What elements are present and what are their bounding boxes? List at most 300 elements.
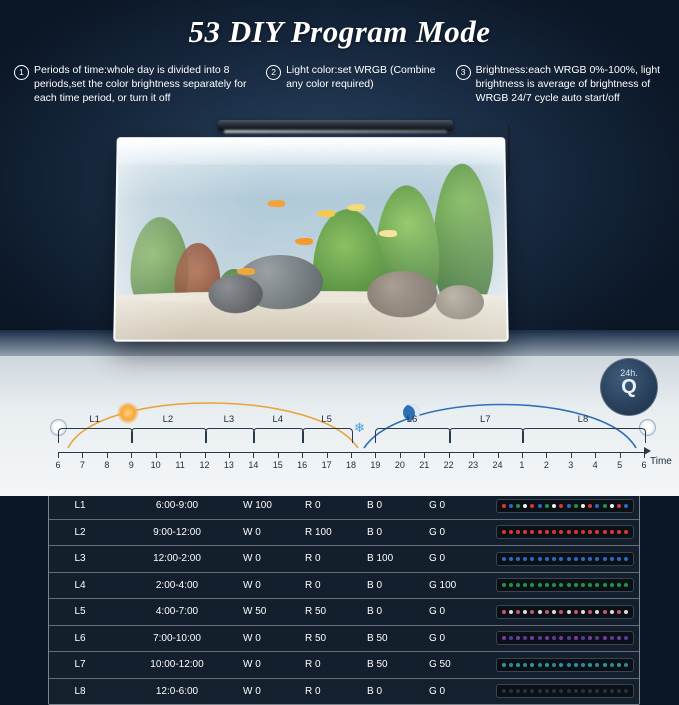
- led-dot: [509, 689, 513, 693]
- cell-white: W 0: [243, 632, 261, 644]
- cell-period: L1: [74, 500, 86, 512]
- cell-time: 7:00-10:00: [153, 632, 201, 644]
- note-2: [266, 64, 450, 106]
- cell-period: L3: [74, 553, 86, 565]
- led-dot: [603, 663, 607, 667]
- hour-tick: [449, 452, 450, 458]
- led-bar-preview: [496, 658, 634, 672]
- led-dot: [595, 636, 599, 640]
- table-row: [49, 493, 639, 520]
- hour-label: 20: [394, 460, 405, 470]
- cell-white: W 0: [243, 685, 261, 697]
- cell-time: 12:0-6:00: [155, 685, 199, 697]
- led-dot: [502, 610, 506, 614]
- cell-blue: B 50: [367, 659, 388, 671]
- led-dot: [581, 636, 585, 640]
- snowflake-icon: ❄: [354, 420, 365, 435]
- led-dot: [516, 610, 520, 614]
- led-dot: [502, 583, 506, 587]
- led-dot: [516, 583, 520, 587]
- cell-white: W 0: [243, 659, 261, 671]
- led-dot: [509, 583, 513, 587]
- hour-label: 6: [55, 460, 61, 470]
- led-dot: [538, 504, 542, 508]
- cell-green: G 0: [429, 553, 446, 565]
- period-bracket-label: L3: [223, 414, 235, 425]
- led-dot: [624, 636, 628, 640]
- led-dot: [617, 689, 621, 693]
- led-dot: [595, 504, 599, 508]
- led-dot: [581, 530, 585, 534]
- table-row: [49, 599, 639, 626]
- period-bracket-label: L1: [89, 414, 100, 425]
- hour-label: 13: [223, 460, 234, 470]
- hour-tick: [644, 452, 645, 458]
- led-dot: [574, 583, 578, 587]
- cell-blue: B 0: [367, 526, 383, 538]
- led-dot: [617, 663, 621, 667]
- led-dot: [552, 610, 556, 614]
- led-light-bar: [218, 120, 453, 131]
- led-dot: [624, 610, 628, 614]
- led-dot: [530, 689, 534, 693]
- cell-time: 2:00-4:00: [155, 579, 199, 591]
- table-row: [49, 652, 639, 679]
- led-dot: [502, 557, 506, 561]
- hour-label: 17: [321, 460, 332, 470]
- led-dot: [545, 636, 549, 640]
- led-dot: [538, 557, 542, 561]
- badge-glyph: Q: [621, 375, 637, 398]
- badge-top-label: 24h.: [620, 368, 638, 378]
- fish: [379, 230, 397, 237]
- hour-tick: [375, 452, 376, 458]
- time-axis-label: Time: [650, 456, 672, 467]
- led-dot: [523, 636, 527, 640]
- led-dot: [538, 689, 542, 693]
- hour-label: 10: [150, 460, 161, 470]
- cell-white: W 0: [243, 526, 261, 538]
- cell-period: L4: [74, 579, 86, 591]
- led-bar-preview: [496, 578, 634, 592]
- led-dot: [530, 530, 534, 534]
- led-dot: [610, 557, 614, 561]
- cell-blue: B 50: [367, 632, 388, 644]
- led-dot: [574, 610, 578, 614]
- led-dot: [545, 663, 549, 667]
- led-dot: [538, 610, 542, 614]
- led-dot: [581, 610, 585, 614]
- led-dot: [588, 663, 592, 667]
- cell-period: L2: [74, 526, 86, 538]
- note-2-number: 2: [266, 65, 281, 80]
- hour-label: 6: [641, 460, 647, 470]
- hour-label: 5: [617, 460, 623, 470]
- led-dot: [574, 557, 578, 561]
- led-dot: [509, 530, 513, 534]
- hour-label: 7: [79, 460, 85, 470]
- led-dot: [552, 530, 556, 534]
- led-dot: [617, 636, 621, 640]
- led-dot: [509, 663, 513, 667]
- cell-led-preview: [491, 631, 639, 645]
- hour-label: 16: [297, 460, 308, 470]
- hour-tick: [302, 452, 303, 458]
- led-dot: [581, 663, 585, 667]
- led-dot: [545, 610, 549, 614]
- period-bracket-label: L2: [162, 414, 174, 425]
- led-dot: [509, 610, 513, 614]
- cell-green: G 50: [429, 659, 451, 671]
- note-3-text: Brightness:each WRGB 0%-100%, light brightness is average of brightness of WRGB 24/7 cycle auto start/off: [475, 64, 661, 104]
- cell-red: R 0: [305, 579, 321, 591]
- hour-tick: [131, 452, 132, 458]
- hour-tick: [107, 452, 108, 458]
- led-dot: [523, 610, 527, 614]
- led-dot: [552, 689, 556, 693]
- note-2-text: Light color:set WRGB (Combine any color required): [286, 64, 436, 90]
- hour-label: 15: [272, 460, 283, 470]
- led-dot: [588, 557, 592, 561]
- led-dot: [559, 530, 563, 534]
- cell-green: G 0: [429, 500, 446, 512]
- hour-tick: [253, 452, 254, 458]
- led-dot: [502, 530, 506, 534]
- cell-green: G 100: [429, 579, 457, 591]
- hour-tick: [620, 452, 621, 458]
- led-dot: [523, 689, 527, 693]
- led-dot: [545, 583, 549, 587]
- cell-period: L7: [74, 659, 86, 671]
- hour-tick: [82, 452, 83, 458]
- period-bracket: [375, 428, 450, 443]
- table-row: [49, 679, 639, 705]
- led-dot: [581, 583, 585, 587]
- hour-tick: [229, 452, 230, 458]
- led-dot: [559, 557, 563, 561]
- hour-tick: [424, 452, 425, 458]
- cell-green: G 0: [429, 606, 446, 618]
- led-dot: [567, 663, 571, 667]
- cell-red: R 0: [305, 553, 321, 565]
- led-dot: [588, 530, 592, 534]
- hour-label: 12: [199, 460, 210, 470]
- led-dot: [595, 689, 599, 693]
- led-bar-preview: [496, 525, 634, 539]
- period-bracket-label: L4: [272, 414, 284, 425]
- cell-led-preview: [491, 658, 639, 672]
- led-dot: [595, 663, 599, 667]
- hour-label: 24: [492, 460, 503, 470]
- hour-tick: [546, 452, 547, 458]
- hour-tick: [278, 452, 279, 458]
- led-dot: [603, 557, 607, 561]
- led-dot: [538, 636, 542, 640]
- led-dot: [567, 557, 571, 561]
- led-dot: [610, 610, 614, 614]
- hour-tick: [180, 452, 181, 458]
- led-dot: [617, 557, 621, 561]
- led-dot: [617, 610, 621, 614]
- cell-period: L6: [74, 632, 86, 644]
- led-dot: [624, 504, 628, 508]
- hour-label: 22: [443, 460, 454, 470]
- cell-red: R 0: [305, 659, 321, 671]
- led-bar-preview: [496, 605, 634, 619]
- led-dot: [603, 504, 607, 508]
- page-title: 53 DIY Program Mode: [188, 14, 491, 49]
- period-bracket: [253, 428, 304, 443]
- led-dot: [595, 583, 599, 587]
- hour-tick: [58, 452, 59, 458]
- led-dot: [588, 636, 592, 640]
- led-dot: [523, 504, 527, 508]
- cell-blue: B 100: [367, 553, 394, 565]
- hour-label: 8: [104, 460, 110, 470]
- led-dot: [624, 663, 628, 667]
- period-bracket: [58, 428, 133, 443]
- led-dot: [559, 610, 563, 614]
- led-dot: [581, 504, 585, 508]
- led-dot: [545, 689, 549, 693]
- fish: [347, 204, 365, 211]
- led-dot: [530, 636, 534, 640]
- sunrise-glow-icon: [117, 402, 139, 424]
- led-dot: [567, 610, 571, 614]
- hour-label: 21: [419, 460, 430, 470]
- led-dot: [559, 689, 563, 693]
- period-bracket: [449, 428, 524, 443]
- fish: [267, 200, 285, 207]
- period-bracket: [302, 428, 353, 443]
- led-dot: [502, 663, 506, 667]
- led-bar-preview: [496, 631, 634, 645]
- hour-tick: [473, 452, 474, 458]
- led-dot: [595, 530, 599, 534]
- cell-blue: B 0: [367, 685, 383, 697]
- cell-led-preview: [491, 525, 639, 539]
- cell-blue: B 0: [367, 579, 383, 591]
- hour-label: 3: [568, 460, 574, 470]
- led-dot: [624, 689, 628, 693]
- led-dot: [509, 557, 513, 561]
- led-dot: [567, 583, 571, 587]
- led-dot: [588, 504, 592, 508]
- led-dot: [502, 689, 506, 693]
- led-dot: [588, 610, 592, 614]
- led-dot: [516, 504, 520, 508]
- led-dot: [523, 663, 527, 667]
- cell-led-preview: [491, 684, 639, 698]
- period-bracket: [131, 428, 206, 443]
- led-dot: [516, 557, 520, 561]
- cell-red: R 50: [305, 632, 327, 644]
- cell-period: L8: [74, 685, 86, 697]
- led-dot: [559, 636, 563, 640]
- period-bracket-label: L5: [321, 414, 332, 425]
- cell-time: 12:00-2:00: [153, 553, 201, 565]
- period-bracket: [205, 428, 256, 443]
- led-dot: [545, 504, 549, 508]
- timeline-diagram: [22, 368, 672, 484]
- led-dot: [530, 583, 534, 587]
- led-dot: [581, 689, 585, 693]
- hour-tick: [522, 452, 523, 458]
- note-1-text: Periods of time:whole day is divided into 8 periods,set the color brightness separately for each time period, or turn it off: [34, 64, 247, 104]
- hour-tick: [571, 452, 572, 458]
- hour-label: 1: [519, 460, 525, 470]
- cell-red: R 0: [305, 685, 321, 697]
- led-dot: [538, 583, 542, 587]
- cell-white: W 50: [243, 606, 267, 618]
- cell-time: 9:00-12:00: [153, 526, 201, 538]
- led-dot: [624, 530, 628, 534]
- note-3: [456, 64, 669, 106]
- hour-tick: [498, 452, 499, 458]
- aquarium-illustration: [90, 120, 560, 365]
- table-row: [49, 626, 639, 653]
- hour-label: 9: [128, 460, 134, 470]
- led-dot: [509, 504, 513, 508]
- led-dot: [559, 504, 563, 508]
- led-dot: [530, 504, 534, 508]
- led-dot: [567, 530, 571, 534]
- led-dot: [552, 557, 556, 561]
- tank-glass: [113, 137, 509, 342]
- fish-tank: [113, 137, 509, 342]
- led-dot: [545, 530, 549, 534]
- led-dot: [552, 636, 556, 640]
- cell-time: 6:00-9:00: [155, 500, 199, 512]
- rock: [436, 285, 485, 319]
- table-row: [49, 573, 639, 600]
- led-dot: [610, 530, 614, 534]
- cell-white: W 0: [243, 553, 261, 565]
- led-dot: [617, 530, 621, 534]
- note-3-number: 3: [456, 65, 471, 80]
- led-dot: [581, 557, 585, 561]
- period-bracket-label: L7: [479, 414, 491, 425]
- hour-label: 11: [175, 460, 185, 470]
- led-dot: [516, 689, 520, 693]
- led-dot: [567, 636, 571, 640]
- led-dot: [574, 689, 578, 693]
- hour-label: 4: [592, 460, 598, 470]
- hour-label: 14: [248, 460, 259, 470]
- led-dot: [516, 530, 520, 534]
- led-dot: [574, 530, 578, 534]
- cell-green: G 0: [429, 526, 446, 538]
- led-dot: [502, 636, 506, 640]
- table-row: [49, 546, 639, 573]
- led-dot: [502, 504, 506, 508]
- notes-row: [14, 64, 669, 106]
- led-dot: [530, 663, 534, 667]
- cell-red: R 50: [305, 606, 327, 618]
- table-row: [49, 520, 639, 547]
- led-dot: [588, 583, 592, 587]
- led-dot: [610, 504, 614, 508]
- cell-blue: B 0: [367, 606, 383, 618]
- hour-label: 18: [345, 460, 357, 470]
- cell-red: R 0: [305, 500, 321, 512]
- led-dot: [603, 530, 607, 534]
- led-dot: [516, 663, 520, 667]
- led-dot: [567, 504, 571, 508]
- fish: [295, 238, 313, 245]
- rock: [208, 275, 263, 313]
- led-dot: [552, 583, 556, 587]
- cell-period: L5: [74, 606, 86, 618]
- led-dot: [509, 636, 513, 640]
- led-dot: [595, 557, 599, 561]
- hour-tick: [327, 452, 328, 458]
- led-dot: [567, 689, 571, 693]
- led-dot: [610, 663, 614, 667]
- water-surface: [118, 139, 503, 165]
- led-dot: [559, 663, 563, 667]
- led-dot: [624, 583, 628, 587]
- cell-green: G 0: [429, 632, 446, 644]
- hour-tick: [351, 452, 352, 458]
- fish: [317, 210, 335, 217]
- led-bar-preview: [496, 499, 634, 513]
- cell-white: W 0: [243, 579, 261, 591]
- led-dot: [588, 689, 592, 693]
- cell-led-preview: [491, 499, 639, 513]
- cell-white: W 100: [243, 500, 272, 512]
- led-dot: [595, 610, 599, 614]
- led-dot: [516, 636, 520, 640]
- led-dot: [552, 504, 556, 508]
- led-dot: [545, 557, 549, 561]
- led-dot: [610, 636, 614, 640]
- led-dot: [624, 557, 628, 561]
- led-dot: [617, 504, 621, 508]
- led-dot: [538, 530, 542, 534]
- period-bracket: [522, 428, 646, 443]
- hour-label: 19: [370, 460, 381, 470]
- led-dot: [574, 663, 578, 667]
- note-1-number: 1: [14, 65, 29, 80]
- cell-time: 4:00-7:00: [155, 606, 199, 618]
- led-dot: [610, 689, 614, 693]
- cell-red: R 100: [305, 526, 332, 538]
- cell-blue: B 0: [367, 500, 383, 512]
- led-dot: [603, 636, 607, 640]
- led-dot: [530, 557, 534, 561]
- led-dot: [574, 636, 578, 640]
- cell-led-preview: [491, 605, 639, 619]
- time-axis-arrow: [644, 447, 651, 455]
- led-dot: [530, 610, 534, 614]
- led-dot: [574, 504, 578, 508]
- led-dot: [559, 583, 563, 587]
- led-dot: [603, 610, 607, 614]
- led-dot: [538, 663, 542, 667]
- fish: [237, 268, 255, 275]
- hour-label: 2: [543, 460, 549, 470]
- led-bar-preview: [496, 684, 634, 698]
- cell-green: G 0: [429, 685, 446, 697]
- led-dot: [610, 583, 614, 587]
- hour-tick: [205, 452, 206, 458]
- 24h-cycle-badge: [600, 358, 658, 416]
- rock: [367, 271, 438, 317]
- led-dot: [523, 530, 527, 534]
- schedule-table: [48, 492, 640, 705]
- note-1: [14, 64, 260, 106]
